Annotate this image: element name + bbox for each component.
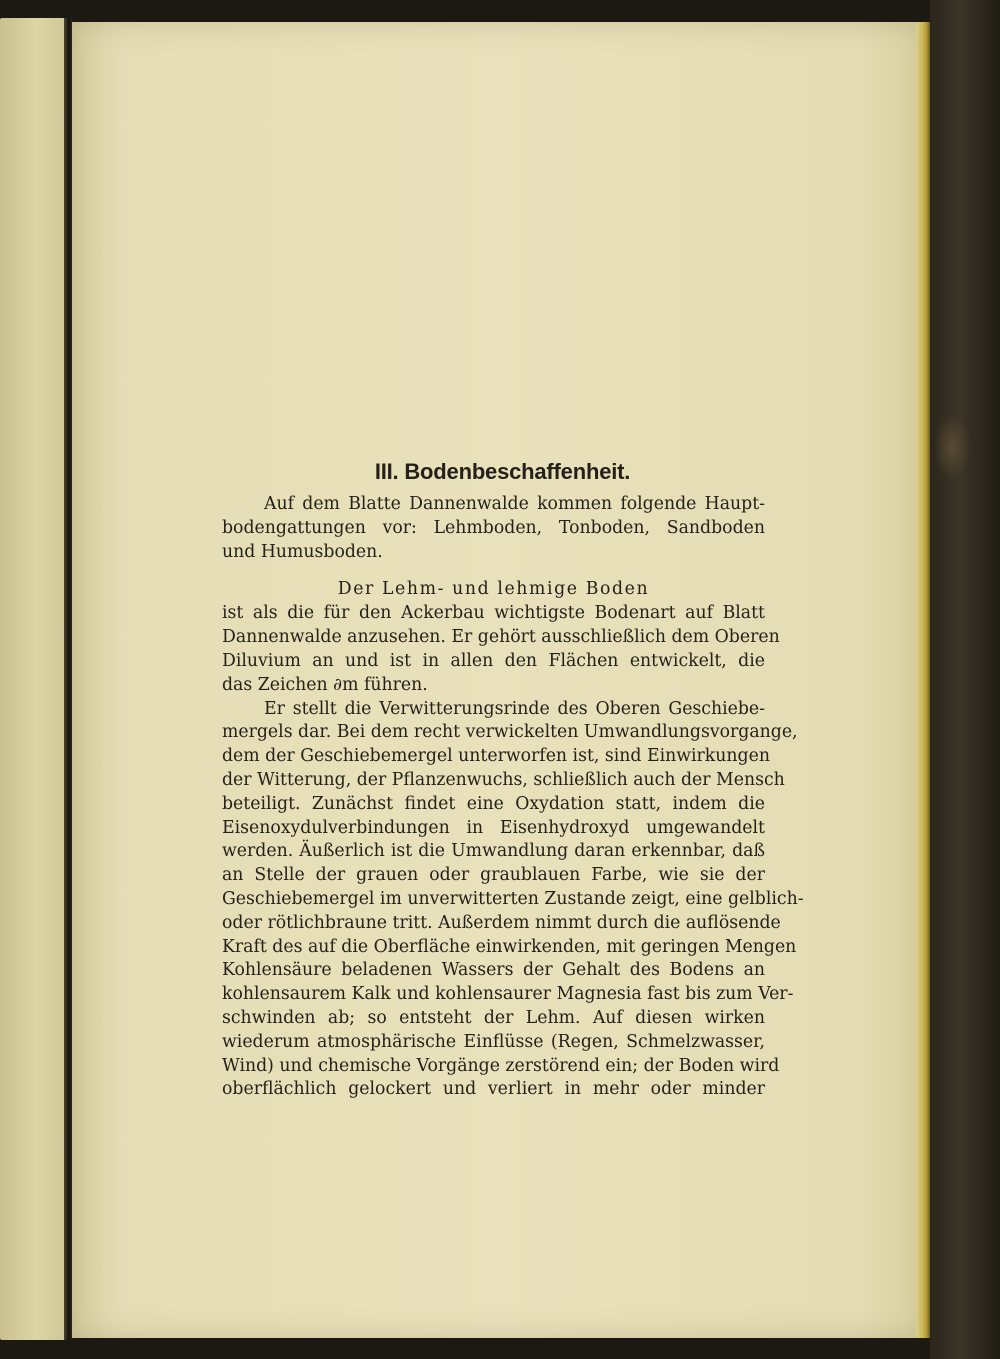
text-line: Dannenwalde anzusehen. Er gehört ausschließlich dem Oberen <box>222 627 780 648</box>
text-line: Kraft des auf die Oberfläche einwirkenden, mit geringen Mengen <box>222 936 797 957</box>
text-line: Eisenoxydulverbindungen in Eisenhydroxyd umgewandelt <box>222 817 765 838</box>
page-text <box>222 457 804 1102</box>
text-line: schwinden ab; so entsteht der Lehm. Auf diesen wirken <box>222 1007 765 1028</box>
intro-paragraph <box>222 493 765 564</box>
text-line: das Zeichen ∂m führen. <box>222 674 428 695</box>
text-line: kohlensaurem Kalk und kohlensaurer Magnesia fast bis zum Ver- <box>222 984 794 1005</box>
subsection-heading: Der Lehm- und lehmige Boden <box>337 579 650 600</box>
text-line: beteiligt. Zunächst findet eine Oxydation statt, indem die <box>222 793 765 814</box>
text-line: Diluvium an und ist in allen den Flächen entwickelt, die <box>222 650 765 671</box>
text-line: der Witterung, der Pflanzenwuchs, schließlich auch der Mensch <box>222 769 785 790</box>
text-line: dem der Geschiebemergel unterworfen ist, sind Einwirkungen <box>222 746 770 767</box>
text-line: wiederum atmosphärische Einflüsse (Regen, Schmelzwasser, <box>222 1031 765 1052</box>
cover-stain <box>934 412 970 482</box>
text-line: oder rötlichbraune tritt. Außerdem nimmt durch die auflösende <box>222 912 781 933</box>
gilded-page-edge <box>916 22 930 1338</box>
text-line: Auf dem Blatte Dannenwalde kommen folgende Haupt- <box>264 494 765 514</box>
text-line: oberflächlich gelockert und verliert in mehr oder minder <box>222 1079 765 1100</box>
text-line: mergels dar. Bei dem recht verwickelten Umwandlungsvorgange, <box>222 722 798 743</box>
text-line: Kohlensäure beladenen Wassers der Gehalt des Bodens an <box>222 960 765 981</box>
text-line: Wind) und chemische Vorgänge zerstörend ein; der Boden wird <box>222 1055 780 1076</box>
text-line: ist als die für den Ackerbau wichtigste Bodenart auf Blatt <box>222 603 765 624</box>
paragraph-1 <box>222 602 780 697</box>
book-gutter <box>64 18 72 1340</box>
text-line: bodengattungen vor: Lehmboden, Tonboden, Sandboden <box>222 517 765 538</box>
text-line: und Humusboden. <box>222 541 383 562</box>
text-line: Er stellt die Verwitterungsrinde des Oberen Geschiebe- <box>264 698 765 719</box>
section-heading: III. Bodenbeschaffenheit. <box>374 459 631 484</box>
text-line: Geschiebemergel im unverwitterten Zustande zeigt, eine gelblich- <box>222 888 804 909</box>
book-cover-edge <box>930 0 1000 1359</box>
left-page-edge <box>0 18 66 1340</box>
text-line: werden. Äußerlich ist die Umwandlung daran erkennbar, daß <box>222 841 765 862</box>
text-line: an Stelle der grauen oder graublauen Farbe, wie sie der <box>222 865 765 886</box>
paragraph-2 <box>222 698 804 1103</box>
